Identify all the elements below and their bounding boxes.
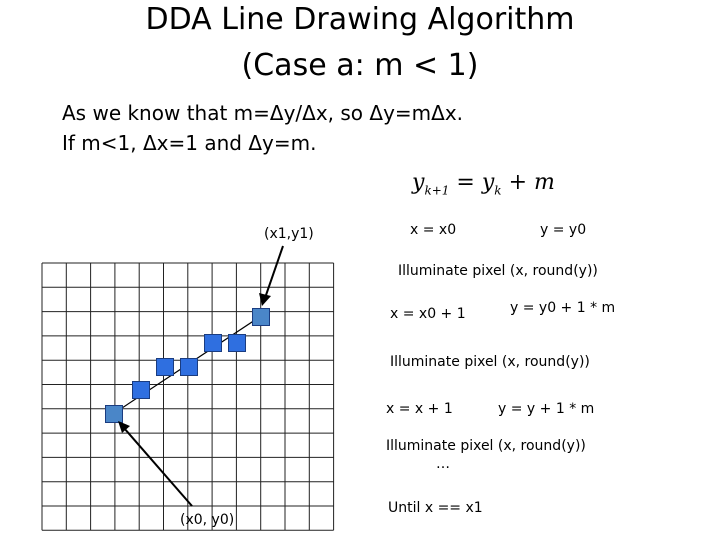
illuminated-pixel: [157, 359, 174, 376]
illuminated-pixel: [181, 359, 198, 376]
end-point-label: (x1,y1): [264, 226, 314, 242]
start-point-arrow: [124, 428, 192, 506]
intro-line-1: As we know that m=Δy/Δx, so Δy=mΔx.: [62, 101, 464, 125]
start-pixel: [106, 406, 123, 423]
formula-lhs: y: [412, 170, 425, 195]
formula-rhs-y: y: [481, 170, 495, 195]
title-line-1: DDA Line Drawing Algorithm: [145, 2, 575, 37]
start-point-label: (x0, y0): [180, 512, 235, 528]
step-init-x: x = x0: [410, 222, 457, 238]
step-2-x: x = x + 1: [386, 401, 453, 417]
step-illuminate-2: Illuminate pixel (x, round(y)): [390, 354, 590, 370]
formula-m: m: [534, 170, 555, 195]
step-illuminate-1: Illuminate pixel (x, round(y)): [398, 263, 598, 279]
step-1-x: x = x0 + 1: [390, 306, 466, 322]
title-line-2: (Case a: m < 1): [241, 48, 479, 83]
formula-eq: =: [456, 170, 475, 195]
formula-plus: +: [508, 170, 527, 195]
start-point-arrowhead: [118, 421, 130, 433]
formula-lhs-sub: k+1: [424, 183, 450, 198]
step-2-y: y = y + 1 * m: [498, 401, 595, 417]
end-pixel: [253, 309, 270, 326]
pixel-grid: [42, 263, 334, 530]
intro-line-2: If m<1, Δx=1 and Δy=m.: [62, 131, 317, 155]
step-ellipsis: …: [436, 456, 450, 472]
step-1-y: y = y0 + 1 * m: [510, 300, 616, 316]
step-illuminate-3: Illuminate pixel (x, round(y)): [386, 438, 586, 454]
step-init-y: y = y0: [540, 222, 587, 238]
illuminated-pixel: [205, 335, 222, 352]
formula-rhs-sub: k: [494, 183, 502, 198]
illuminated-pixel: [133, 382, 150, 399]
end-point-arrow: [265, 246, 283, 298]
step-until: Until x == x1: [388, 500, 483, 516]
illuminated-pixel: [229, 335, 246, 352]
